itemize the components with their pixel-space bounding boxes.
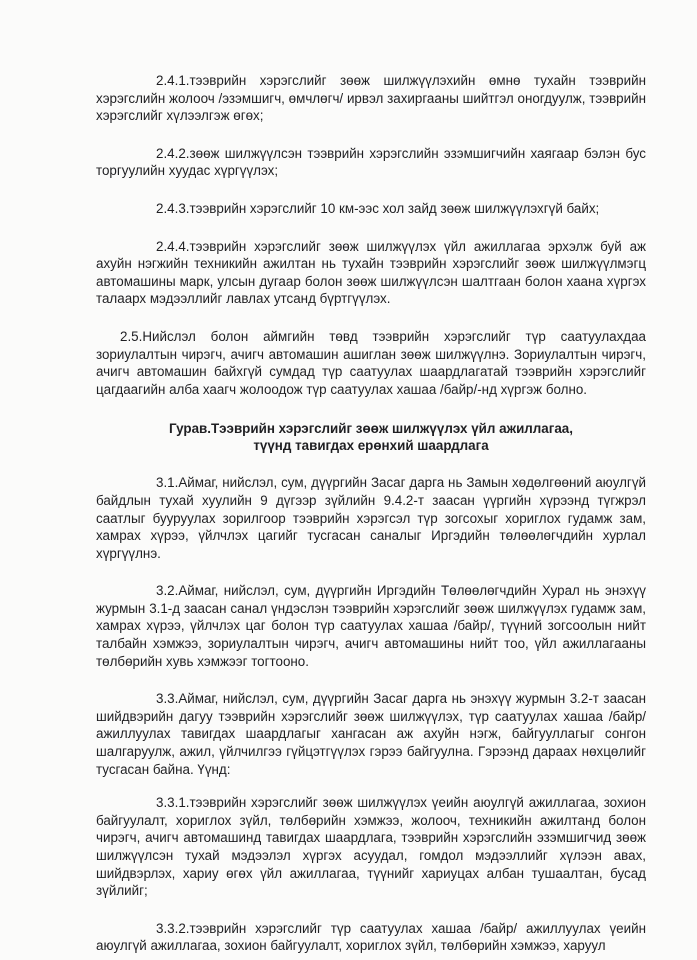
clause-3-3-1: 3.3.1.тээврийн хэрэгслийг зөөж шилжүүлэх үеийн аюулгүй ажиллагаа, зохион байгуулалт, хориглох зүйл, төлбөрийн хэмжээ, жолооч, техникийн ажилтанд болон чирэгч, ачигч автомашинд тавигдах шаардлага, тээврийн хэрэгслийн эзэмшигчид зөөж шилжүүлсэн тухай мэдээлэл хүргэх асуудал, гомдол мэдээллийг хүлээн авах, шийдвэрлэх, хариу өгөх үйл ажиллагаа, түүнийг хариуцах албан тушаалтан, бусад зүйлийг; bbox=[96, 795, 646, 899]
clause-2-4-4: 2.4.4.тээврийн хэрэгслийг зөөж шилжүүлэх үйл ажиллагаа эрхэлж буй аж ахуйн нэгжийн техникийн ажилтан нь тухайн тээврийн хэрэгслийг зөөж шилжүүлмэгц автомашины марк, улсын дугаар болон зөөж шилжүүлсэн шалтгаан болон хаана хүргэх талаарх мэдээллийг лавлах утсанд бүртгүүлэх. bbox=[96, 238, 646, 307]
section-heading bbox=[96, 420, 646, 454]
clause-3-2: 3.2.Аймаг, нийслэл, сум, дүүргийн Иргэдийн Төлөөлөгчдийн Хурал нь энэхүү журмын 3.1-д заасан санал үндэслэн тээврийн хэрэгслийг зөөж шилжүүлэх гудамж зам, хамрах хүрээ, үйлчлэх цаг болон түр саатуулах хашаа /байр/, түүний зогсоолын нийт талбайн хэмжээ, зориулалтын чирэгч, ачигч автомашины нийт тоо, үйл ажиллагааны төлбөрийн хувь хэмжээг тогтооно. bbox=[96, 583, 646, 669]
section-heading-line-2: түүнд тавигдах ерөнхий шаардлага bbox=[253, 438, 489, 454]
document-body bbox=[96, 72, 646, 955]
section-heading-line-1: Гурав.Тээврийн хэрэгслийг зөөж шилжүүлэх үйл ажиллагаа, bbox=[169, 421, 573, 437]
clause-3-1: 3.1.Аймаг, нийслэл, сум, дүүргийн Засаг дарга нь Замын хөдөлгөөний аюулгүй байдлын тухай хуулийн 9 дүгээр зүйлийн 9.4.2-т заасан үүргийн хүрээнд түгжрэл саатлыг бууруулах зорилгоор тээврийн хэрэгсэл түр зогсохыг хориглох гудамж зам, хамрах хүрээ, үйлчлэх цагийг тусгасан саналыг Иргэдийн төлөөлөгчдийн хурлал хүргүүлнэ. bbox=[96, 475, 646, 561]
clause-2-4-1: 2.4.1.тээврийн хэрэгслийг зөөж шилжүүлэхийн өмнө тухайн тээврийн хэрэгслийн жолооч /эзэмшигч, өмчлөгч/ ирвэл захиргааны шийтгэл оногдуулж, тээврийн хэрэгслийг хүлээлгэж өгөх; bbox=[96, 73, 646, 124]
clause-3-3: 3.3.Аймаг, нийслэл, сум, дүүргийн Засаг дарга нь энэхүү журмын 3.2-т заасан шийдвэрийн дагуу тээврийн хэрэгслийг зөөж шилжүүлэх, түр саатуулах хашаа /байр/ ажиллуулах тавигдах шаардлагыг хангасан аж ахуйн нэгж, байгууллагыг сонгон шалгаруулж, ажил, үйлчилгээ гүйцэтгүүлэх гэрээ байгуулна. Гэрээнд дараах нөхцөлийг тусгасан байна. Үүнд: bbox=[96, 691, 646, 777]
clause-2-4-2: 2.4.2.зөөж шилжүүлсэн тээврийн хэрэгслийн эзэмшигчийн хаягаар бэлэн бус торгуулийн хуудас хүргүүлэх; bbox=[96, 145, 646, 179]
clause-3-3-2: 3.3.2.тээврийн хэрэгслийг түр саатуулах хашаа /байр/ ажиллуулах үеийн аюулгүй ажиллагаа, зохион байгуулалт, хориглох зүйл, төлбөрийн хэмжээ, харуул bbox=[96, 920, 646, 954]
clause-2-4-3: 2.4.3.тээврийн хэрэгслийг 10 км-ээс хол зайд зөөж шилжүүлэхгүй байх; bbox=[156, 200, 600, 216]
clause-2-5: 2.5.Нийслэл болон аймгийн төвд тээврийн хэрэгслийг түр саатуулахдаа зориулалтын чирэгч, ачигч автомашин ашиглан зөөж шилжүүлнэ. Зориулалтын чирэгч, ачигч автомашин байхгүй сумдад түр саатуулах шаардлагатай тээврийн хэрэгслийг цагдаагийн алба хаагч жолоодож түр саатуулах хашаа /байр/-нд хүргэж болно. bbox=[96, 328, 646, 397]
